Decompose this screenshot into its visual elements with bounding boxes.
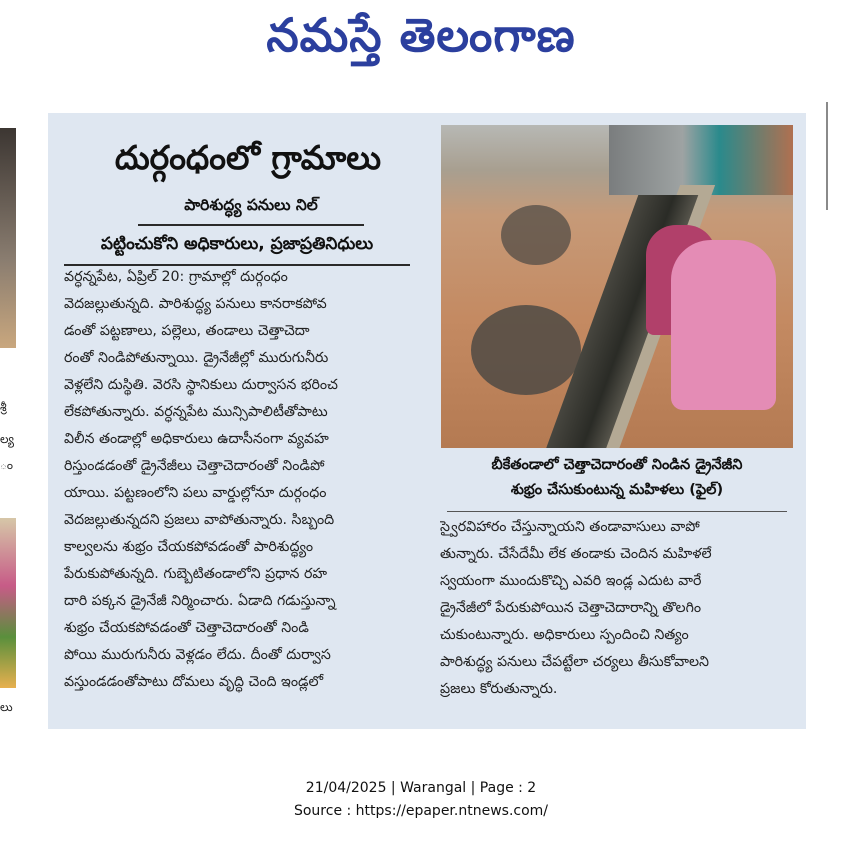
adjacent-column-rule	[826, 102, 828, 210]
adjacent-photo-bottom	[0, 518, 16, 688]
body-line: ప్రజలు కోరుతున్నారు.	[440, 681, 558, 697]
masthead-title: నమస్తే తెలంగాణ	[266, 8, 576, 62]
body-line: విలీన తండాల్లో అధికారులు ఉదాసీనంగా వ్యవహ	[64, 431, 329, 447]
body-line: డ్రైనేజీలో పేరుకుపోయిన చెత్తాచెదారాన్ని తొలగిం	[440, 600, 702, 616]
body-line: యాయి. పట్టణంలోని పలు వార్డుల్లోనూ దుర్గంధం	[64, 485, 327, 501]
body-line: దారి పక్కన డ్రైనేజీ నిర్మించారు. ఏడాది గడుస్తున్నా	[64, 593, 336, 609]
photo-person	[671, 240, 776, 410]
body-line: వస్తుండడంతోపాటు దోమలు వృద్ధి చెంది ఇండ్లలో	[64, 674, 324, 690]
photo-mud	[471, 305, 581, 395]
photo-caption	[441, 449, 793, 513]
caption-line: శుభ్రం చేసుకుంటున్న మహిళలు (ఫైల్)	[510, 482, 724, 498]
adjacent-text-fragment: లు	[0, 700, 13, 714]
caption-line: బీకేతండాలో చెత్తాచెదారంతో నిండిన డ్రైనేజీని	[491, 457, 743, 473]
photo-mud	[501, 205, 571, 265]
body-line: చుకుంటున్నారు. అధికారులు స్పందించి నిత్యం	[440, 627, 689, 643]
adjacent-photo-top	[0, 128, 16, 348]
adjacent-text-fragment: ల్య	[0, 432, 15, 446]
body-line: లేకపోతున్నారు. వర్ధన్నపేట మున్సిపాలిటీతోపాటు	[64, 404, 328, 420]
article-subhead-2: పట్టించుకోని అధికారులు, ప్రజాప్రతినిధులు	[100, 234, 374, 254]
body-line: వెళ్లలేని దుస్థితి. వెరసి స్థానికులు దుర్వాసన భరించ	[64, 377, 338, 393]
article-body-left	[64, 264, 420, 696]
article-photo	[441, 125, 793, 448]
body-line: పేరుకుపోతున్నది. గుబ్బెటితండాలోని ప్రధాన రహ	[64, 566, 328, 582]
body-line: కాల్వలను శుభ్రం చేయకపోవడంతో పారిశుద్ధ్యం	[64, 539, 314, 555]
body-line: వర్ధన్నపేట, ఏప్రిల్ 20: గ్రామాల్లో దుర్గంధం	[64, 269, 288, 285]
body-line: వెదజల్లుతున్నదని ప్రజలు వాపోతున్నారు. సిబ్బంది	[64, 512, 335, 528]
article-body-right	[440, 514, 790, 703]
adjacent-text-fragment: శ్రీ	[0, 400, 7, 414]
body-line: రంతో నిండిపోతున్నాయి. డ్రైనేజీల్లో మురుగునీరు	[64, 350, 329, 366]
body-line: పారిశుద్ధ్య పనులు చేపట్టేలా చర్యలు తీసుకోవాలని	[440, 654, 710, 670]
footer-date-edition: 21/04/2025 | Warangal | Page : 2	[305, 780, 537, 796]
caption-underline	[447, 511, 787, 512]
body-line: శుభ్రం చేయకపోవడంతో చెత్తాచెదారంతో నిండి	[64, 620, 309, 636]
body-line: వెదజల్లుతున్నది. పారిశుద్ధ్య పనులు కానరాకపోవ	[64, 296, 327, 312]
body-line: తున్నారు. చేసేదేమీ లేక తండాకు చెందిన మహిళలే	[440, 546, 712, 562]
adjacent-text-fragment: ం	[0, 458, 14, 472]
body-line: రిస్తుండడంతో డ్రైనేజీలు చెత్తాచెదారంతో నిండిపో	[64, 458, 325, 474]
body-line: స్వైరవిహారం చేస్తున్నాయని తండావాసులు వాపో	[440, 519, 700, 535]
subhead-underline	[138, 224, 364, 226]
article-subhead-1: పారిశుద్ధ్య పనులు నిల్	[184, 196, 318, 214]
footer-source-link[interactable]: Source : https://epaper.ntnews.com/	[293, 803, 549, 819]
body-line: డంతో పట్టణాలు, పల్లెలు, తండాలు చెత్తాచెదా	[64, 323, 310, 339]
article-headline: దుర్గంధంలో గ్రామాలు	[114, 138, 382, 177]
body-line: పోయి మురుగునీరు వెళ్లడం లేదు. దీంతో దుర్వాస	[64, 647, 331, 663]
body-line: స్వయంగా ముందుకొచ్చి ఎవరి ఇండ్ల ఎదుట వారే	[440, 573, 702, 589]
